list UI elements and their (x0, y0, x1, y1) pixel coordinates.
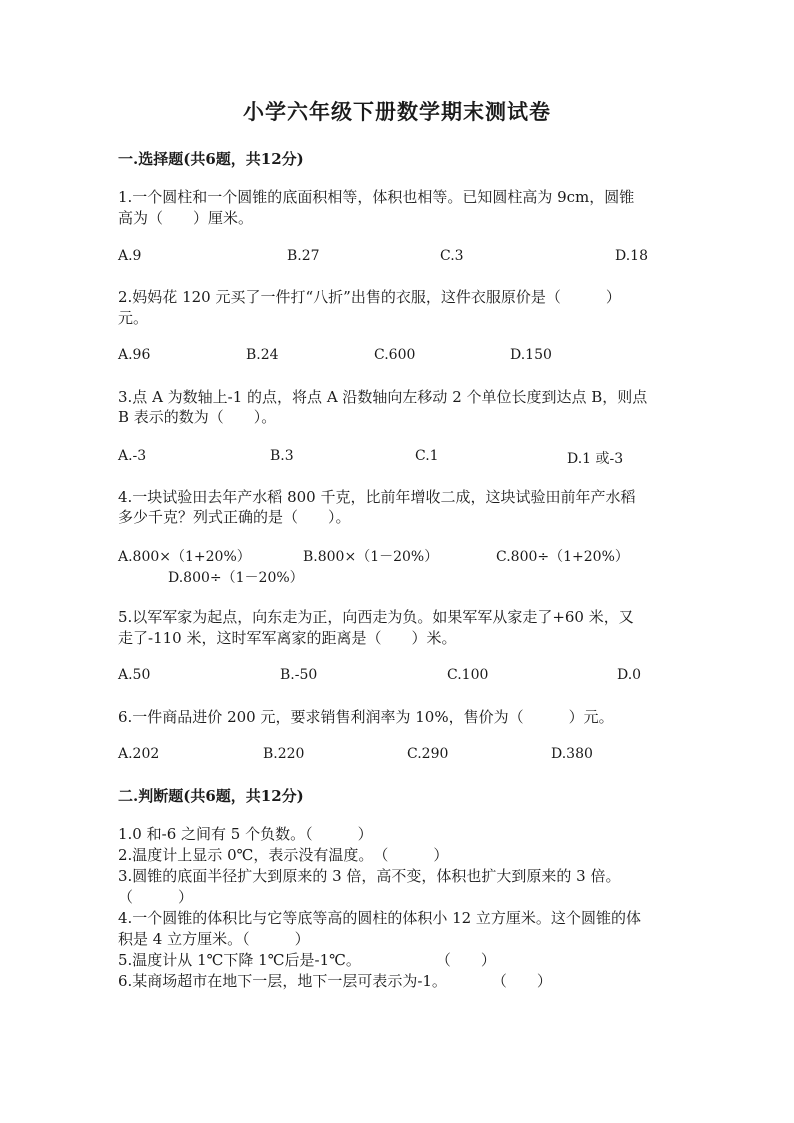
question-4-option-d: D.800÷（1－20%） (168, 570, 304, 586)
judgment-item-3: 3.圆锥的底面半径扩大到原来的 3 倍，高不变，体积也扩大到原来的 3 倍。 (118, 867, 621, 885)
question-2-line-2: 元。 (118, 309, 149, 327)
question-6-line-1: 6.一件商品进价 200 元，要求销售利润率为 10%，售价为（ ）元。 (118, 708, 614, 726)
question-5-option-a: A.50 (118, 667, 151, 683)
question-4-option-a: A.800×（1+20%） (118, 549, 251, 565)
question-5-line-2: 走了-110 米，这时军军离家的距离是（ ）米。 (118, 629, 457, 647)
question-4-line-2: 多少千克？列式正确的是（ ）。 (118, 508, 351, 526)
question-4-line-1: 4.一块试验田去年产水稻 800 千克，比前年增收二成，这块试验田前年产水稻 (118, 488, 636, 506)
page-title: 小学六年级下册数学期末测试卷 (243, 99, 551, 124)
question-6-option-d: D.380 (551, 746, 593, 762)
question-5-option-b: B.-50 (280, 667, 318, 683)
question-3-line-1: 3.点 A 为数轴上-1 的点，将点 A 沿数轴向左移动 2 个单位长度到达点 B，则点 (118, 388, 648, 406)
question-1-option-b: B.27 (287, 248, 320, 264)
question-1-line-2: 高为（ ）厘米。 (118, 209, 254, 227)
question-5-option-c: C.100 (447, 667, 489, 683)
question-3-option-b: B.3 (270, 448, 294, 464)
question-2-option-d: D.150 (510, 347, 552, 363)
judgment-item-1: 1.0 和-6 之间有 5 个负数。（ ） (118, 825, 373, 843)
section-heading-judgment: 二.判断题(共6题，共12分) (118, 787, 304, 805)
question-1-option-a: A.9 (118, 248, 142, 264)
question-2-option-b: B.24 (246, 347, 279, 363)
question-6-option-b: B.220 (263, 746, 305, 762)
question-1-option-c: C.3 (440, 248, 464, 264)
judgment-item-4-line-2: 积是 4 立方厘米。（ ） (118, 930, 310, 948)
question-1-option-d: D.18 (615, 248, 648, 264)
judgment-item-5: 5.温度计从 1℃下降 1℃后是-1℃。 （ ） (118, 951, 496, 969)
judgment-item-3-bracket: （ ） (118, 888, 194, 906)
question-2-line-1: 2.妈妈花 120 元买了一件打“八折”出售的衣服，这件衣服原价是（ ） (118, 288, 621, 306)
judgment-item-4-line-1: 4.一个圆锥的体积比与它等底等高的圆柱的体积小 12 立方厘米。这个圆锥的体 (118, 909, 641, 927)
question-3-option-c: C.1 (415, 448, 439, 464)
question-2-option-a: A.96 (118, 347, 151, 363)
judgment-item-2: 2.温度计上显示 0℃，表示没有温度。 （ ） (118, 846, 449, 864)
section-heading-choice: 一.选择题(共6题，共12分) (118, 150, 304, 168)
question-3-line-2: B 表示的数为（ ）。 (118, 408, 277, 426)
question-1-line-1: 1.一个圆柱和一个圆锥的底面积相等，体积也相等。已知圆柱高为 9cm，圆锥 (118, 188, 635, 206)
question-3-option-d: D.1 或-3 (567, 451, 624, 467)
question-3-option-a: A.-3 (118, 448, 147, 464)
question-5-option-d: D.0 (617, 667, 642, 683)
question-4-option-c: C.800÷（1+20%） (496, 549, 629, 565)
judgment-item-6: 6.某商场超市在地下一层，地下一层可表示为-1。 （ ） (118, 972, 552, 990)
question-4-option-b: B.800×（1－20%） (303, 549, 439, 565)
question-6-option-c: C.290 (407, 746, 449, 762)
question-5-line-1: 5.以军军家为起点，向东走为正，向西走为负。如果军军从家走了+60 米，又 (118, 608, 634, 626)
question-6-option-a: A.202 (118, 746, 160, 762)
question-2-option-c: C.600 (374, 347, 416, 363)
